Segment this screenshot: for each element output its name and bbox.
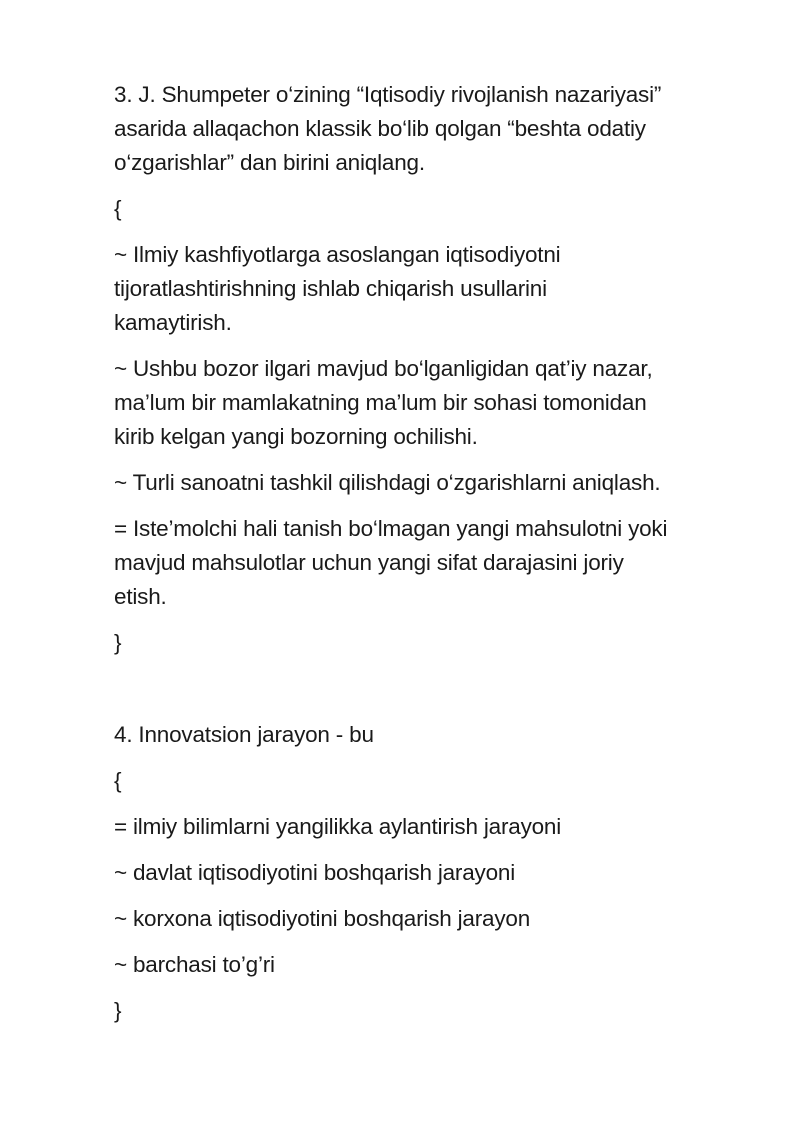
correct-answer-option: = Iste’molchi hali tanish bo‘lmagan yangi mahsulotni yoki mavjud mahsulotlar uchun yangi sifat darajasini joriy etish.	[114, 516, 668, 609]
question-3	[114, 78, 754, 660]
close-brace: }	[114, 630, 122, 655]
close-brace: }	[114, 998, 122, 1023]
answer-option: ~ korxona iqtisodiyotini boshqarish jarayon	[114, 906, 531, 931]
correct-answer-option: = ilmiy bilimlarni yangilikka aylantirish jarayoni	[114, 814, 562, 839]
question-spacer	[114, 672, 754, 718]
question-text: 3. J. Shumpeter o‘zining “Iqtisodiy rivojlanish nazariyasi” asarida allaqachon klassik bo‘lib qolgan “beshta odatiy o‘zgarishlar” dan birini aniqlang.	[114, 82, 662, 175]
answer-option: ~ Ushbu bozor ilgari mavjud bo‘lganligidan qat’iy nazar, ma’lum bir mamlakatning ma’lum bir sohasi tomonidan kirib kelgan yangi bozorning ochilishi.	[114, 356, 653, 449]
open-brace: {	[114, 196, 122, 221]
document-page	[114, 78, 754, 1040]
answer-option: ~ Turli sanoatni tashkil qilishdagi o‘zgarishlarni aniqlash.	[114, 470, 661, 495]
question-4	[114, 718, 754, 1028]
answer-option: ~ barchasi to’g’ri	[114, 952, 275, 977]
open-brace: {	[114, 768, 122, 793]
answer-option: ~ davlat iqtisodiyotini boshqarish jarayoni	[114, 860, 516, 885]
question-text: 4. Innovatsion jarayon - bu	[114, 722, 374, 747]
answer-option: ~ Ilmiy kashfiyotlarga asoslangan iqtisodiyotni tijoratlashtirishning ishlab chiqarish usullarini kamaytirish.	[114, 242, 561, 335]
